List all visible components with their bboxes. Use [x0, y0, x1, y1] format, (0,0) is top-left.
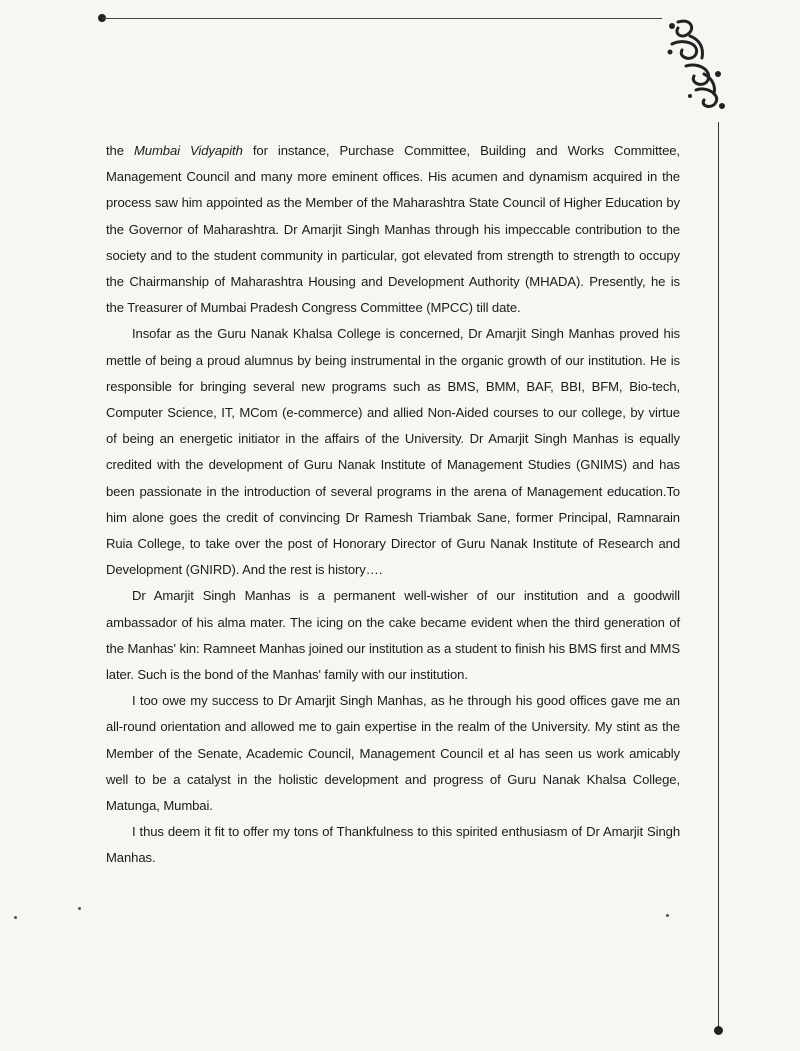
- paragraph-1: [106, 138, 680, 321]
- paragraph-1-intro: the: [106, 143, 134, 158]
- dust-speck: [14, 916, 17, 919]
- side-rule: [718, 122, 719, 1030]
- paragraph-1-rest: for instance, Purchase Committee, Building and Works Committee, Management Council and many more eminent offices. His acumen and dynamism acquired in the process saw him appointed as the Member of the Maharashtra State Council of Higher Education by the Governor of Maharashtra. Dr Amarjit Singh Manhas through his impeccable contribution to the society and to the student community in particular, got elevated from strength to strength to occupy the Chairmanship of Maharashtra Housing and Development Authority (MHADA). Presently, he is the Treasurer of Mumbai Pradesh Congress Committee (MPCC) till date.: [106, 143, 680, 316]
- body-text: [106, 138, 680, 872]
- paragraph-4: I too owe my success to Dr Amarjit Singh Manhas, as he through his good offices gave me an all-round orientation and allowed me to gain expertise in the realm of the University. My stint as the Member of the Senate, Academic Council, Management Council et al has seen us work amicably well to be a catalyst in the holistic development and progress of Guru Nanak Khalsa College, Matunga, Mumbai.: [106, 693, 680, 814]
- paragraph-1-italic: Mumbai Vidyapith: [133, 143, 243, 158]
- side-rule-dot: [714, 1026, 723, 1035]
- paragraph-5: I thus deem it fit to offer my tons of Thankfulness to this spirited enthusiasm of Dr Amarjit Singh Manhas.: [106, 824, 680, 866]
- top-rule: [102, 18, 662, 19]
- paragraph-3: Dr Amarjit Singh Manhas is a permanent well-wisher of our institution and a goodwill ambassador of his alma mater. The icing on the cake became evident when the third generation of the Manhas' kin: Ramneet Manhas joined our institution as a student to finish his BMS first and MMS later. Such is the bond of the Manhas' family with our institution.: [106, 588, 680, 683]
- dust-speck: [78, 907, 81, 910]
- dust-speck: [666, 914, 669, 917]
- floral-ornament-icon: [660, 14, 730, 114]
- paragraph-2: Insofar as the Guru Nanak Khalsa College is concerned, Dr Amarjit Singh Manhas proved his mettle of being a proud alumnus by being instrumental in the organic growth of our institution. He is responsible for bringing several new programs such as BMS, BMM, BAF, BBI, BFM, Bio-tech, Computer Science, IT, MCom (e-commerce) and allied Non-Aided courses to our college, by virtue of being an energetic initiator in the affairs of the University. Dr Amarjit Singh Manhas is equally credited with the development of Guru Nanak Institute of Management Studies (GNIMS) and has been passionate in the introduction of several programs in the arena of Management education.To him alone goes the credit of convincing Dr Ramesh Triambak Sane, former Principal, Ramnarain Ruia College, to take over the post of Honorary Director of Guru Nanak Institute of Research and Development (GNIRD). And the rest is history….: [106, 326, 680, 578]
